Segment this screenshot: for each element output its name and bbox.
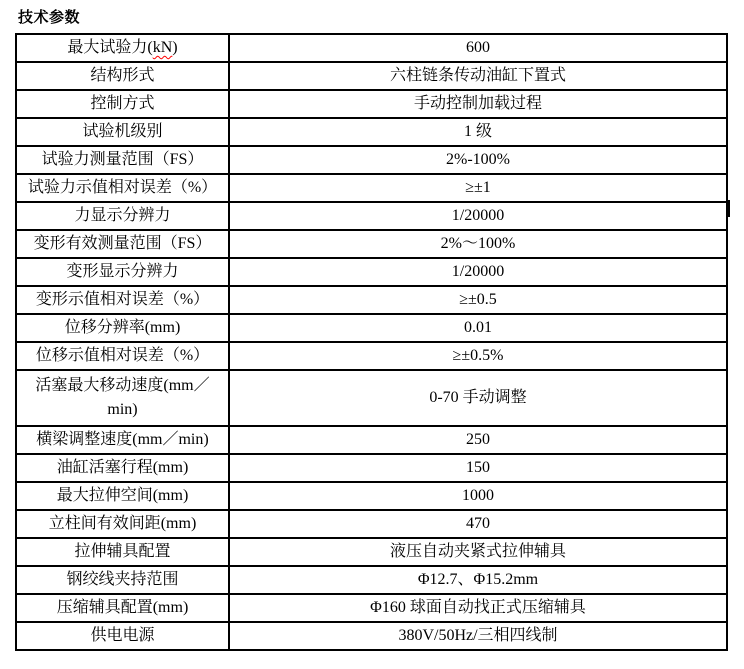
param-value-cell: 0-70 手动调整 <box>229 370 727 426</box>
table-row <box>16 258 727 286</box>
table-row <box>16 566 727 594</box>
param-label-cell: 试验力测量范围（FS） <box>16 146 229 174</box>
table-row <box>16 146 727 174</box>
table-row <box>16 482 727 510</box>
param-value-cell: 0.01 <box>229 314 727 342</box>
param-label-cell: 最大拉伸空间(mm) <box>16 482 229 510</box>
param-value-cell: ≥±1 <box>229 174 727 202</box>
param-value-cell: 液压自动夹紧式拉伸辅具 <box>229 538 727 566</box>
param-value-cell: 470 <box>229 510 727 538</box>
param-label-cell: 拉伸辅具配置 <box>16 538 229 566</box>
param-label-cell: 变形示值相对误差（%） <box>16 286 229 314</box>
param-value-cell: 1 级 <box>229 118 727 146</box>
table-row <box>16 314 727 342</box>
param-value-cell: 1000 <box>229 482 727 510</box>
param-label-cell: 立柱间有效间距(mm) <box>16 510 229 538</box>
param-label-cell: 供电电源 <box>16 622 229 650</box>
table-row <box>16 342 727 370</box>
param-label-part: 最大试验力( <box>67 39 153 56</box>
param-label-cell: 位移示值相对误差（%） <box>16 342 229 370</box>
table-row <box>16 510 727 538</box>
param-label-cell: 试验机级别 <box>16 118 229 146</box>
param-value-cell: 2%-100% <box>229 146 727 174</box>
param-value-cell: 1/20000 <box>229 202 727 230</box>
spellcheck-underlined-text: kN <box>152 39 173 56</box>
param-value-cell: 六柱链条传动油缸下置式 <box>229 62 727 90</box>
param-label-cell: 压缩辅具配置(mm) <box>16 594 229 622</box>
param-label-cell: 横梁调整速度(mm／min) <box>16 426 229 454</box>
table-row <box>16 538 727 566</box>
table-row <box>16 426 727 454</box>
param-label-cell: 位移分辨率(mm) <box>16 314 229 342</box>
param-label-cell: 变形有效测量范围（FS） <box>16 230 229 258</box>
param-value-cell: Φ12.7、Φ15.2mm <box>229 566 727 594</box>
param-value-cell: 手动控制加载过程 <box>229 90 727 118</box>
param-value-cell: 1/20000 <box>229 258 727 286</box>
param-value-cell: ≥±0.5 <box>229 286 727 314</box>
param-label-cell: 变形显示分辨力 <box>16 258 229 286</box>
spec-table <box>15 33 728 651</box>
table-row <box>16 622 727 650</box>
table-row <box>16 370 727 426</box>
text-caret-mark <box>727 200 730 217</box>
param-label-cell: 油缸活塞行程(mm) <box>16 454 229 482</box>
param-label-part: ) <box>172 39 178 56</box>
table-row <box>16 118 727 146</box>
table-row <box>16 202 727 230</box>
param-value-cell: Φ160 球面自动找正式压缩辅具 <box>229 594 727 622</box>
param-label-cell: 力显示分辨力 <box>16 202 229 230</box>
table-row <box>16 594 727 622</box>
table-row <box>16 90 727 118</box>
param-value-cell: ≥±0.5% <box>229 342 727 370</box>
table-row <box>16 62 727 90</box>
page-title: 技术参数 <box>18 10 81 26</box>
param-value-cell: 150 <box>229 454 727 482</box>
param-value-cell: 380V/50Hz/三相四线制 <box>229 622 727 650</box>
param-label-cell: 控制方式 <box>16 90 229 118</box>
param-label-cell: 结构形式 <box>16 62 229 90</box>
table-row <box>16 34 727 62</box>
param-value-cell: 2%～100% <box>229 230 727 258</box>
param-value-cell: 250 <box>229 426 727 454</box>
table-row <box>16 286 727 314</box>
table-row <box>16 174 727 202</box>
table-row <box>16 230 727 258</box>
param-label-cell: 活塞最大移动速度(mm／min) <box>16 370 229 426</box>
param-label-cell <box>16 34 229 62</box>
param-label-cell: 钢绞线夹持范围 <box>16 566 229 594</box>
param-value-cell: 600 <box>229 34 727 62</box>
param-label-cell: 试验力示值相对误差（%） <box>16 174 229 202</box>
table-row <box>16 454 727 482</box>
